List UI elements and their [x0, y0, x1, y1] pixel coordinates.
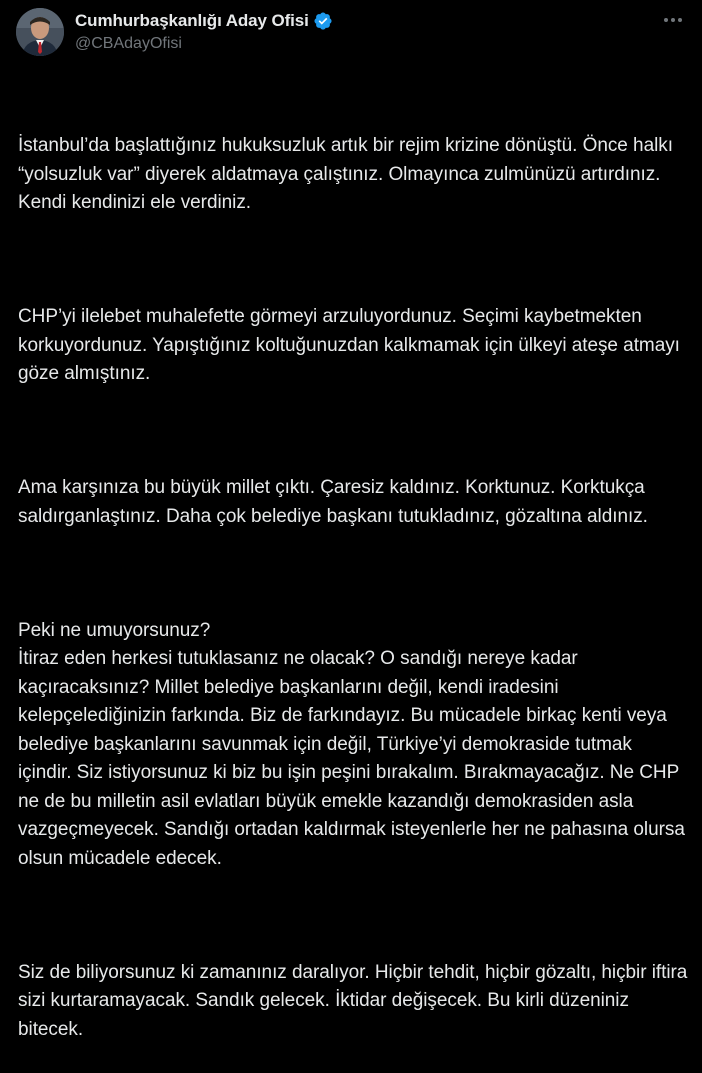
avatar[interactable] — [16, 8, 64, 56]
tweet-paragraph: CHP’yi ilelebet muhalefette görmeyi arzuluyordunuz. Seçimi kaybetmekten korkuyordunuz. Yapıştığınız koltuğunuzdan kalkmamak için ülkeyi ateşe atmayı göze almıştınız. — [18, 306, 686, 384]
more-options-button[interactable] — [660, 10, 686, 30]
tweet-paragraph: İstanbul’da başlattığınız hukuksuzluk artık bir rejim krizine dönüştü. Önce halkı “yolsuzluk var” diyerek aldatmaya çalıştınız. Olmayınca zulmünüzü artırdınız. Kendi kendinizi ele verdiniz. — [18, 135, 679, 213]
author-display-name[interactable]: Cumhurbaşkanlığı Aday Ofisi — [75, 11, 309, 30]
more-dots-icon — [660, 10, 686, 30]
tweet-text — [18, 75, 693, 1073]
tweet-paragraph: Peki ne umuyorsunuz? İtiraz eden herkesi tutuklasanız ne olacak? O sandığı nereye kadar kaçıracaksınız? Millet belediye başkanlarını değil, kendi iradesini kelepçelediğinizin farkında. Biz de farkındayız. Bu mücadele birkaç kenti veya belediye başkanlarını savunmak için değil, Türkiye’yi demokraside tutmak içindir. Siz istiyorsunuz ki biz bu işin peşini bırakalım. Bırakmayacağız. Ne CHP ne de bu milletin asil evlatları büyük emekle kazandığı demokrasiden asla vazgeçmeyecek. Sandığı ortadan kaldırmak isteyenlerle her ne pahasına olursa olsun mücadele edecek. — [18, 619, 685, 869]
author-names — [75, 10, 333, 53]
tweet-header — [16, 8, 686, 58]
tweet-paragraph: Ama karşınıza bu büyük millet çıktı. Çaresiz kaldınız. Korktunuz. Korktukça saldırganlaştınız. Daha çok belediye başkanı tutukladınız, gözaltına aldınız. — [18, 477, 650, 527]
verified-badge-icon[interactable] — [313, 11, 333, 31]
display-name-row — [75, 10, 333, 32]
author-handle[interactable]: @CBAdayOfisi — [75, 35, 182, 52]
avatar-portrait-icon — [16, 8, 64, 56]
tweet-paragraph: Siz de biliyorsunuz ki zamanınız daralıyor. Hiçbir tehdit, hiçbir gözaltı, hiçbir iftira sizi kurtaramayacak. Sandık gelecek. İktidar değişecek. Bu kirli düzeniniz bitecek. — [18, 961, 693, 1040]
